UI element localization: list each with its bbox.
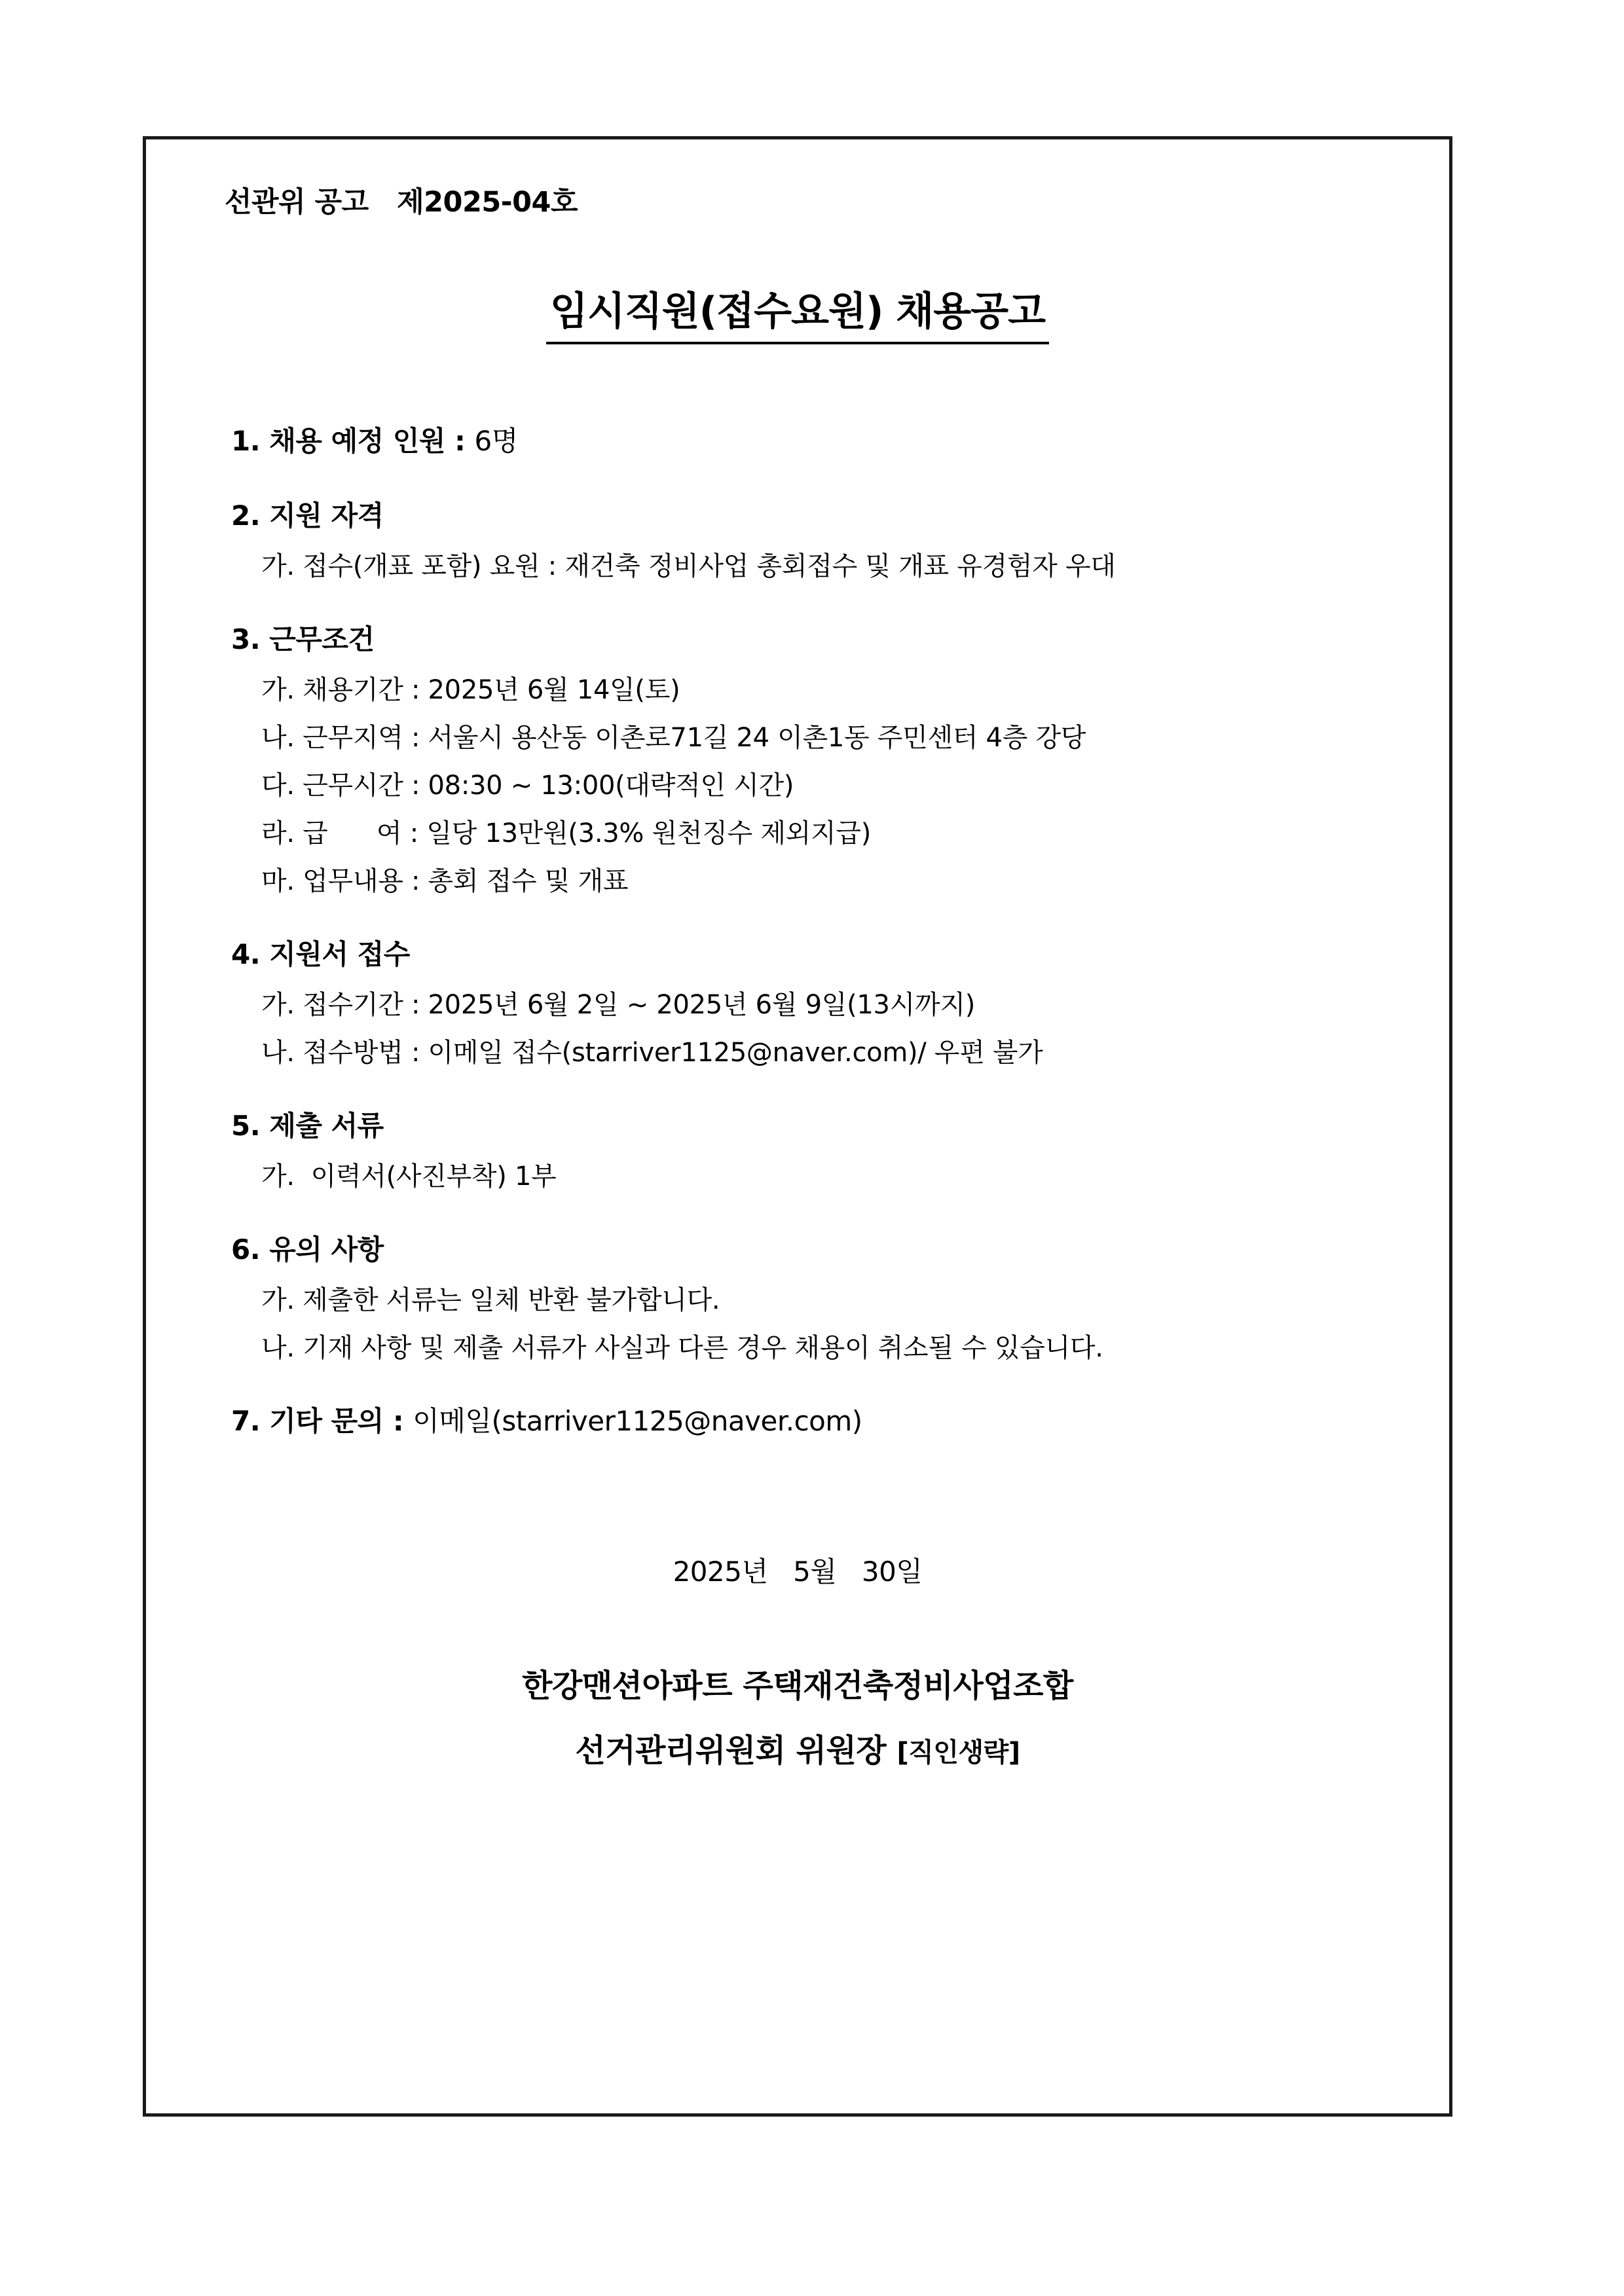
section-heading (231, 420, 1410, 459)
section-qualifications (231, 494, 1410, 583)
section-headcount (231, 420, 1410, 459)
document-page (143, 136, 1452, 2117)
signature-block (185, 1660, 1410, 1770)
list-item: 나. 기재 사항 및 제출 서류가 사실과 다른 경우 채용이 취소될 수 있습니다. (261, 1333, 1103, 1363)
section-heading: 3. 근무조건 (231, 623, 375, 655)
issuing-officer (185, 1725, 1410, 1770)
section-heading-value: 6명 (474, 425, 518, 457)
section-heading-label: 7. 기타 문의 : (231, 1405, 413, 1437)
sections-container (231, 420, 1410, 1439)
section-heading: 6. 유의 사항 (231, 1233, 384, 1266)
section-heading: 4. 지원서 접수 (231, 938, 410, 970)
title-container (185, 280, 1410, 344)
contact-email: 이메일(starriver1125@naver.com) (413, 1405, 862, 1437)
list-item: 가. 접수(개표 포함) 요원 : 재건축 정비사업 총회접수 및 개표 유경험자 우대 (261, 551, 1116, 581)
list-item: 나. 접수방법 : 이메일 접수(starriver1125@naver.com)/ 우편 불가 (261, 1038, 1043, 1068)
issuing-officer-title: 선거관리위원회 위원장 (575, 1732, 897, 1769)
list-item: 가. 접수기간 : 2025년 6월 2일 ~ 2025년 6월 9일(13시까지) (261, 990, 976, 1020)
list-item: 나. 근무지역 : 서울시 용산동 이촌로71길 24 이촌1동 주민센터 4층 강당 (261, 723, 1086, 753)
section-application-submission (231, 933, 1410, 1069)
seal-omitted-note: [직인생략] (896, 1738, 1020, 1768)
list-item: 다. 근무시간 : 08:30 ~ 13:00(대략적인 시간) (261, 771, 794, 801)
list-item: 가. 이력서(사진부착) 1부 (261, 1161, 557, 1192)
notice-number: 선관위 공고 제2025-04호 (225, 186, 578, 219)
section-heading: 5. 제출 서류 (231, 1110, 384, 1142)
section-heading: 2. 지원 자격 (231, 500, 384, 532)
list-item: 가. 제출한 서류는 일체 반환 불가합니다. (261, 1285, 720, 1315)
issuing-organization: 한강맨션아파트 주택재건축정비사업조합 (522, 1667, 1073, 1704)
issue-date: 2025년 5월 30일 (673, 1556, 923, 1588)
section-required-documents (231, 1104, 1410, 1193)
document-body (146, 139, 1449, 2113)
section-contact (231, 1400, 1410, 1439)
page-title: 임시직원(접수요원) 채용공고 (546, 280, 1049, 344)
section-notes (231, 1228, 1410, 1364)
section-working-conditions (231, 618, 1410, 898)
list-item: 마. 업무내용 : 총회 접수 및 개표 (261, 866, 629, 896)
list-item: 가. 채용기간 : 2025년 6월 14일(토) (261, 675, 680, 705)
section-heading (231, 1400, 1410, 1439)
section-heading-label: 1. 채용 예정 인원 : (231, 425, 475, 457)
list-item: 라. 급 여 : 일당 13만원(3.3% 원천징수 제외지급) (261, 818, 871, 848)
